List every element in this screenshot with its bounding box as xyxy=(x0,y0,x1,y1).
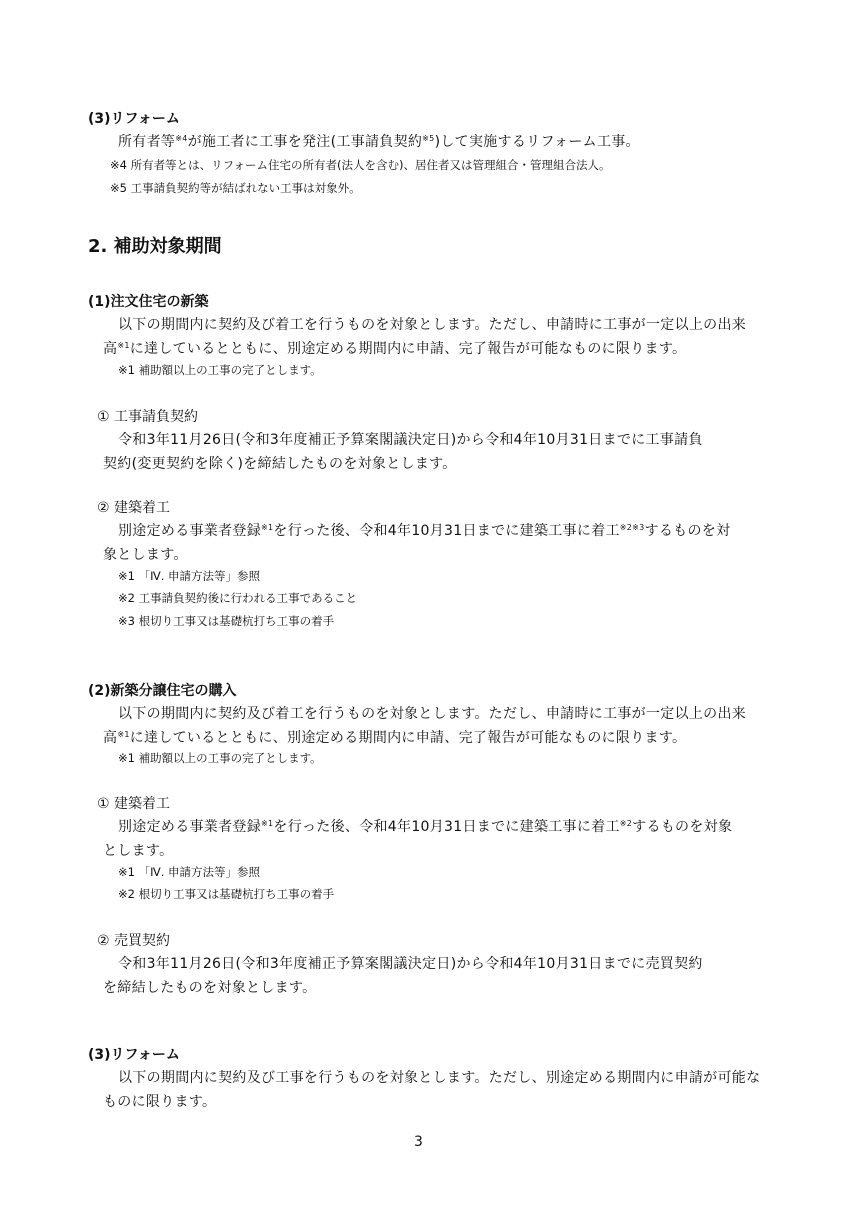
paragraph-line: とします。 xyxy=(103,843,174,859)
paragraph-line: 象とします。 xyxy=(103,547,188,563)
paragraph-line: を締結したものを対象とします。 xyxy=(103,980,317,996)
paragraph-line: 高$^{※1}$に達しているとともに、別途定める期間内に申請、完了報告が可能なものに限ります。 xyxy=(103,730,687,746)
paragraph-line: 高$^{※1}$に達しているとともに、別途定める期間内に申請、完了報告が可能なものに限ります。 xyxy=(103,341,687,357)
paragraph-line: 別途定める事業者登録$^{※1}$を行った後、令和4年10月31日までに建築工事に着工$^{※2※3}$するものを対 xyxy=(118,523,731,539)
paragraph-line: 以下の期間内に契約及び着工を行うものを対象とします。ただし、申請時に工事が一定以上の出来 xyxy=(118,317,747,333)
footnote: ※3 根切り工事又は基礎杭打ち工事の着手 xyxy=(118,614,335,628)
footnote: ※1 補助額以上の工事の完了とします。 xyxy=(118,363,322,377)
section-heading: (3)リフォーム xyxy=(88,111,180,127)
paragraph-line: 契約(変更契約を除く)を締結したものを対象とします。 xyxy=(103,456,457,472)
paragraph-line: 以下の期間内に契約及び着工を行うものを対象とします。ただし、申請時に工事が一定以上の出来 xyxy=(118,706,747,722)
item-heading: ① 工事請負契約 xyxy=(97,409,199,425)
subsection-heading: (3)リフォーム xyxy=(88,1047,180,1063)
page-number: 3 xyxy=(414,1134,423,1150)
footnote: ※4 所有者等とは、リフォーム住宅の所有者(法人を含む)、居住者又は管理組合・管理組合法人。 xyxy=(110,158,611,172)
item-heading: ② 売買契約 xyxy=(97,933,171,949)
subsection-heading: (1)注文住宅の新築 xyxy=(88,294,209,310)
footnote: ※1 補助額以上の工事の完了とします。 xyxy=(118,751,322,765)
footnote: ※5 工事請負契約等が結ばれない工事は対象外。 xyxy=(110,181,361,195)
paragraph-line: 所有者等$^{※4}$が施工者に工事を発注(工事請負契約$^{※5}$)して実施するリフォーム工事。 xyxy=(118,134,640,150)
paragraph-line: 令和3年11月26日(令和3年度補正予算案閣議決定日)から令和4年10月31日までに工事請負 xyxy=(118,432,703,448)
paragraph-line: 以下の期間内に契約及び工事を行うものを対象とします。ただし、別途定める期間内に申請が可能な xyxy=(118,1070,761,1086)
paragraph-line: ものに限ります。 xyxy=(103,1094,217,1110)
item-heading: ② 建築着工 xyxy=(97,500,171,516)
item-heading: ① 建築着工 xyxy=(97,796,171,812)
footnote: ※1 「Ⅳ. 申請方法等」参照 xyxy=(118,569,261,583)
footnote: ※1 「Ⅳ. 申請方法等」参照 xyxy=(118,865,261,879)
section-title: 2. 補助対象期間 xyxy=(88,236,222,257)
paragraph-line: 別途定める事業者登録$^{※1}$を行った後、令和4年10月31日までに建築工事に着工$^{※2}$するものを対象 xyxy=(118,819,733,835)
footnote: ※2 根切り工事又は基礎杭打ち工事の着手 xyxy=(118,887,335,901)
footnote: ※2 工事請負契約後に行われる工事であること xyxy=(118,591,358,605)
subsection-heading: (2)新築分譲住宅の購入 xyxy=(88,683,237,699)
paragraph-line: 令和3年11月26日(令和3年度補正予算案閣議決定日)から令和4年10月31日までに売買契約 xyxy=(118,956,703,972)
